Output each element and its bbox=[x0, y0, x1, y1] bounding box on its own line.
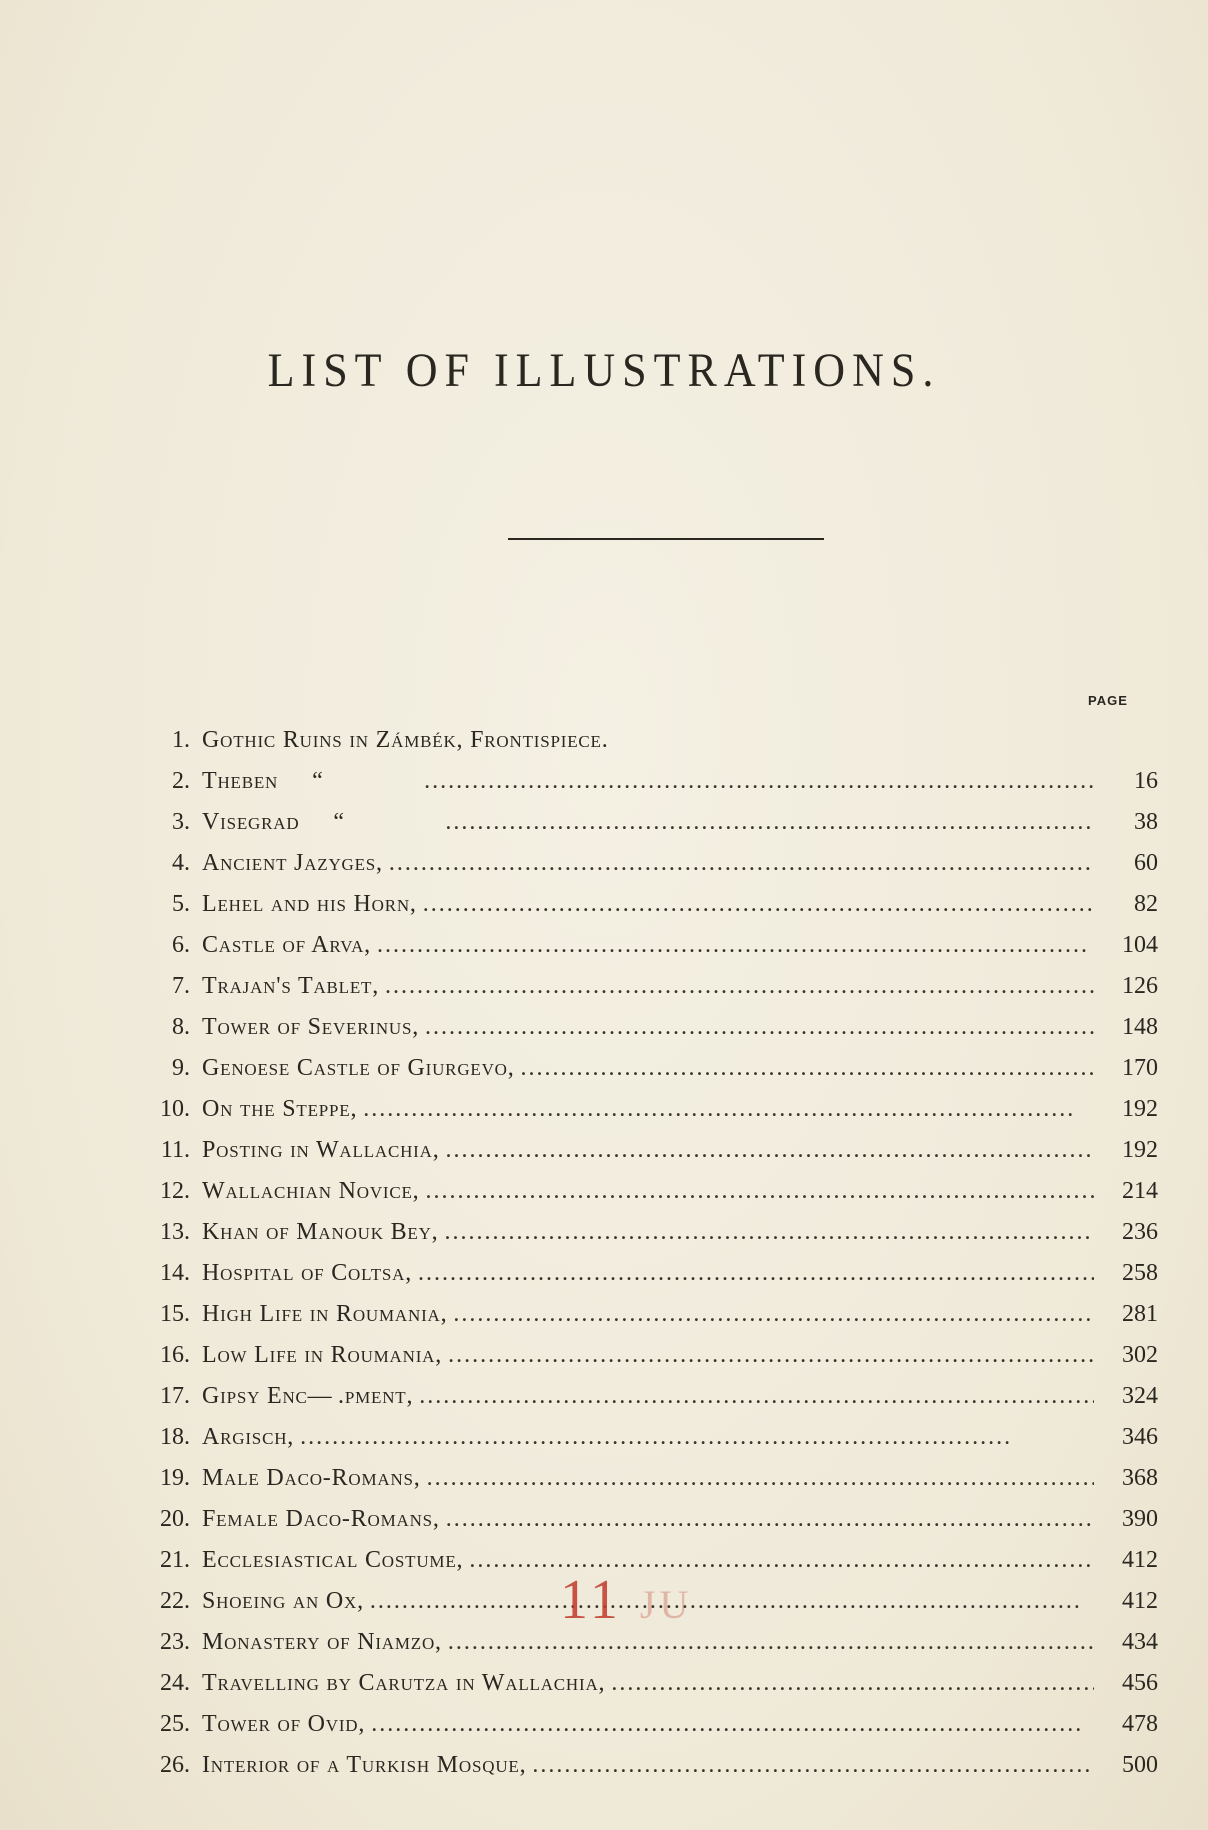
item-page-number: 281 bbox=[1122, 1301, 1158, 1327]
item-number: 24. bbox=[160, 1670, 190, 1696]
item-title: Theben bbox=[202, 768, 279, 794]
item-number: 6. bbox=[172, 932, 190, 958]
item-title: Interior of a Turkish Mosque, bbox=[202, 1752, 527, 1778]
item-page-number: 192 bbox=[1122, 1096, 1158, 1122]
list-item bbox=[138, 1048, 1158, 1089]
item-number: 8. bbox=[172, 1014, 190, 1040]
item-page-number: 390 bbox=[1122, 1506, 1158, 1532]
list-item bbox=[138, 1458, 1158, 1499]
item-title: Male Daco-Romans, bbox=[202, 1465, 421, 1491]
item-number: 3. bbox=[172, 809, 190, 835]
leader-dots bbox=[418, 1260, 1094, 1287]
item-page-number: 192 bbox=[1122, 1137, 1158, 1163]
list-item bbox=[138, 1253, 1158, 1294]
item-page-number: 324 bbox=[1122, 1383, 1158, 1409]
list-item bbox=[138, 1376, 1158, 1417]
leader-dots bbox=[611, 1670, 1094, 1697]
item-page-number: 104 bbox=[1122, 932, 1158, 958]
item-number: 11. bbox=[160, 1137, 190, 1163]
list-item bbox=[138, 1704, 1158, 1745]
list-item bbox=[138, 843, 1158, 884]
item-number: 25. bbox=[160, 1711, 190, 1737]
ditto-mark: “ bbox=[312, 768, 323, 794]
item-title: Argisch, bbox=[202, 1424, 295, 1450]
item-page-number: 126 bbox=[1122, 973, 1158, 999]
list-item bbox=[138, 1663, 1158, 1704]
leader-dots bbox=[389, 850, 1094, 877]
item-page-number: 412 bbox=[1122, 1588, 1158, 1614]
leader-dots bbox=[453, 1301, 1094, 1328]
item-page-number: 500 bbox=[1122, 1752, 1158, 1778]
page-title: LIST OF ILLUSTRATIONS. bbox=[267, 344, 941, 397]
item-number: 7. bbox=[172, 973, 190, 999]
list-item bbox=[138, 1745, 1158, 1786]
item-title: Gipsy Enc— .pment, bbox=[202, 1383, 414, 1409]
leader-dots bbox=[424, 768, 1094, 795]
list-item bbox=[138, 1499, 1158, 1540]
ditto-mark: “ bbox=[333, 809, 345, 835]
illustration-list bbox=[138, 720, 1158, 1786]
item-title: Visegrad bbox=[202, 809, 300, 835]
leader-dots bbox=[425, 1178, 1094, 1205]
item-page-number: 16 bbox=[1134, 768, 1158, 794]
list-item bbox=[138, 802, 1158, 843]
item-title: High Life in Roumania, bbox=[202, 1301, 448, 1327]
item-title: Low Life in Roumania, bbox=[202, 1342, 443, 1368]
item-title: Wallachian Novice, bbox=[202, 1178, 420, 1204]
item-number: 1. bbox=[172, 727, 190, 753]
item-title: Genoese Castle of Giurgevo, bbox=[202, 1055, 515, 1081]
leader-dots bbox=[423, 891, 1094, 918]
list-item bbox=[138, 1294, 1158, 1335]
leader-dots bbox=[427, 1465, 1094, 1492]
page-column-header: PAGE bbox=[1088, 693, 1128, 708]
leader-dots bbox=[446, 1137, 1094, 1164]
title-rule bbox=[508, 538, 824, 540]
stamp-month: JU bbox=[639, 1582, 693, 1627]
item-title: Travelling by Carutza in Wallachia, bbox=[202, 1670, 606, 1696]
list-item bbox=[138, 925, 1158, 966]
item-number: 15. bbox=[160, 1301, 190, 1327]
item-number: 12. bbox=[160, 1178, 190, 1204]
list-item bbox=[138, 761, 1158, 802]
item-page-number: 214 bbox=[1122, 1178, 1158, 1204]
item-title: Gothic Ruins in Zámbék, Frontispiece. bbox=[202, 727, 609, 753]
stamp-mark: 11 bbox=[560, 1569, 622, 1631]
item-page-number: 456 bbox=[1122, 1670, 1158, 1696]
list-item bbox=[138, 1212, 1158, 1253]
list-item bbox=[138, 1417, 1158, 1458]
item-title: Tower of Ovid, bbox=[202, 1711, 366, 1737]
leader-dots bbox=[377, 932, 1094, 959]
leader-dots bbox=[385, 973, 1094, 1000]
item-title: Khan of Manouk Bey, bbox=[202, 1219, 439, 1245]
leader-dots bbox=[425, 1014, 1094, 1041]
item-page-number: 368 bbox=[1122, 1465, 1158, 1491]
item-title: Hospital of Coltsa, bbox=[202, 1260, 413, 1286]
leader-dots bbox=[446, 1506, 1094, 1533]
item-page-number: 236 bbox=[1122, 1219, 1158, 1245]
item-number: 20. bbox=[160, 1506, 190, 1532]
leader-dots bbox=[370, 1588, 1094, 1615]
item-number: 13. bbox=[160, 1219, 190, 1245]
leader-dots bbox=[469, 1547, 1094, 1574]
list-item bbox=[138, 884, 1158, 925]
leader-dots bbox=[419, 1383, 1094, 1410]
list-item bbox=[138, 966, 1158, 1007]
leader-dots bbox=[445, 809, 1094, 836]
item-number: 4. bbox=[172, 850, 190, 876]
item-title: Posting in Wallachia, bbox=[202, 1137, 440, 1163]
item-number: 26. bbox=[160, 1752, 190, 1778]
list-item bbox=[138, 1007, 1158, 1048]
leader-dots bbox=[448, 1342, 1094, 1369]
leader-dots bbox=[521, 1055, 1094, 1082]
item-number: 17. bbox=[160, 1383, 190, 1409]
item-page-number: 148 bbox=[1122, 1014, 1158, 1040]
item-title: Monastery of Niamzo, bbox=[202, 1629, 442, 1655]
list-item bbox=[138, 1089, 1158, 1130]
item-title: Female Daco-Romans, bbox=[202, 1506, 440, 1532]
item-page-number: 434 bbox=[1122, 1629, 1158, 1655]
item-title: Lehel and his Horn, bbox=[202, 891, 417, 917]
item-number: 21. bbox=[160, 1547, 190, 1573]
item-title: Ancient Jazyges, bbox=[202, 850, 383, 876]
item-page-number: 82 bbox=[1134, 891, 1158, 917]
leader-dots bbox=[371, 1711, 1094, 1738]
item-number: 16. bbox=[160, 1342, 190, 1368]
list-item bbox=[138, 1171, 1158, 1212]
list-item bbox=[138, 1130, 1158, 1171]
item-title: Tower of Severinus, bbox=[202, 1014, 420, 1040]
leader-dots bbox=[448, 1629, 1094, 1656]
item-page-number: 170 bbox=[1122, 1055, 1158, 1081]
list-item bbox=[138, 1335, 1158, 1376]
leader-dots bbox=[445, 1219, 1095, 1246]
item-page-number: 478 bbox=[1122, 1711, 1158, 1737]
leader-dots bbox=[300, 1424, 1094, 1451]
list-item bbox=[138, 1540, 1158, 1581]
item-title: Trajan's Tablet, bbox=[202, 973, 380, 999]
item-number: 5. bbox=[172, 891, 190, 917]
item-number: 9. bbox=[172, 1055, 190, 1081]
leader-dots bbox=[532, 1752, 1094, 1779]
item-page-number: 258 bbox=[1122, 1260, 1158, 1286]
item-number: 10. bbox=[160, 1096, 190, 1122]
leader-dots bbox=[363, 1096, 1094, 1123]
item-page-number: 60 bbox=[1134, 850, 1158, 876]
item-number: 18. bbox=[160, 1424, 190, 1450]
list-item bbox=[138, 1622, 1158, 1663]
item-title: On the Steppe, bbox=[202, 1096, 358, 1122]
item-page-number: 346 bbox=[1122, 1424, 1158, 1450]
item-page-number: 302 bbox=[1122, 1342, 1158, 1368]
item-page-number: 412 bbox=[1122, 1547, 1158, 1573]
item-page-number: 38 bbox=[1134, 809, 1158, 835]
item-title: Castle of Arva, bbox=[202, 932, 371, 958]
item-number: 2. bbox=[172, 768, 190, 794]
list-item bbox=[138, 1581, 1158, 1622]
item-title: Shoeing an Ox, bbox=[202, 1588, 364, 1614]
item-number: 14. bbox=[160, 1260, 190, 1286]
item-number: 22. bbox=[160, 1588, 190, 1614]
item-title: Ecclesiastical Costume, bbox=[202, 1547, 464, 1573]
list-item bbox=[138, 720, 1158, 761]
item-number: 23. bbox=[160, 1629, 190, 1655]
item-number: 19. bbox=[160, 1465, 190, 1491]
